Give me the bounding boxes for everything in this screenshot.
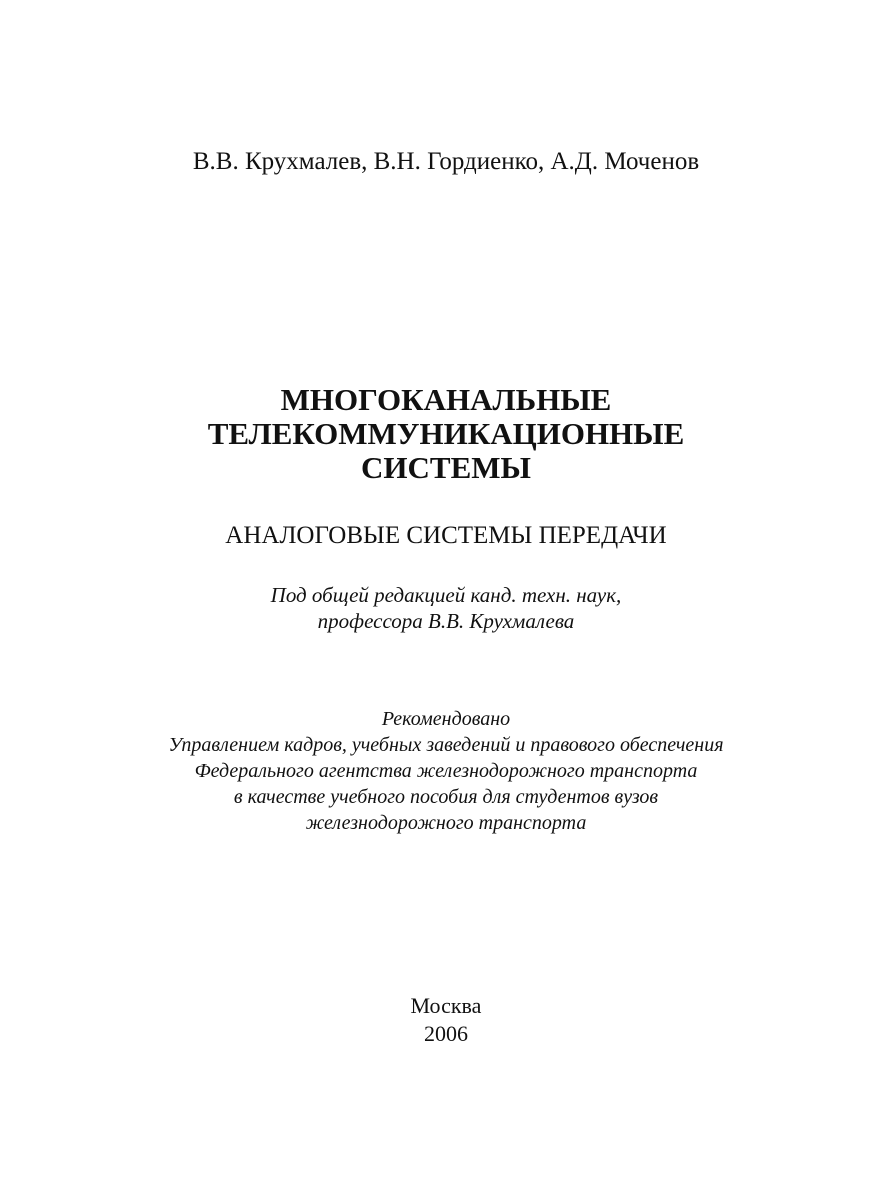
publication-year: 2006 — [424, 1021, 468, 1046]
book-subtitle: АНАЛОГОВЫЕ СИСТЕМЫ ПЕРЕДАЧИ — [225, 522, 667, 549]
authors: В.В. Крухмалев, В.Н. Гордиенко, А.Д. Моченов — [192, 148, 700, 175]
title-line-1: МНОГОКАНАЛЬНЫЕ — [280, 382, 612, 417]
editor-note — [0, 582, 892, 634]
editor-line-2: профессора В.В. Крухмалева — [317, 609, 575, 633]
recommendation-line-5: железнодорожного транспорта — [305, 812, 587, 834]
title-line-2: ТЕЛЕКОММУНИКАЦИОННЫЕ — [207, 416, 685, 451]
imprint — [0, 992, 892, 1048]
recommendation-note — [0, 706, 892, 836]
editor-line-1: Под общей редакцией канд. техн. наук, — [270, 583, 622, 607]
publication-city: Москва — [410, 993, 482, 1018]
book-title — [0, 383, 892, 485]
title-line-3: СИСТЕМЫ — [361, 450, 531, 485]
recommendation-line-4: в качестве учебного пособия для студентов вузов — [233, 786, 659, 808]
recommendation-line-1: Рекомендовано — [381, 708, 511, 730]
recommendation-line-3: Федерального агентства железнодорожного транспорта — [194, 760, 698, 782]
recommendation-line-2: Управлением кадров, учебных заведений и правового обеспечения — [168, 734, 724, 756]
